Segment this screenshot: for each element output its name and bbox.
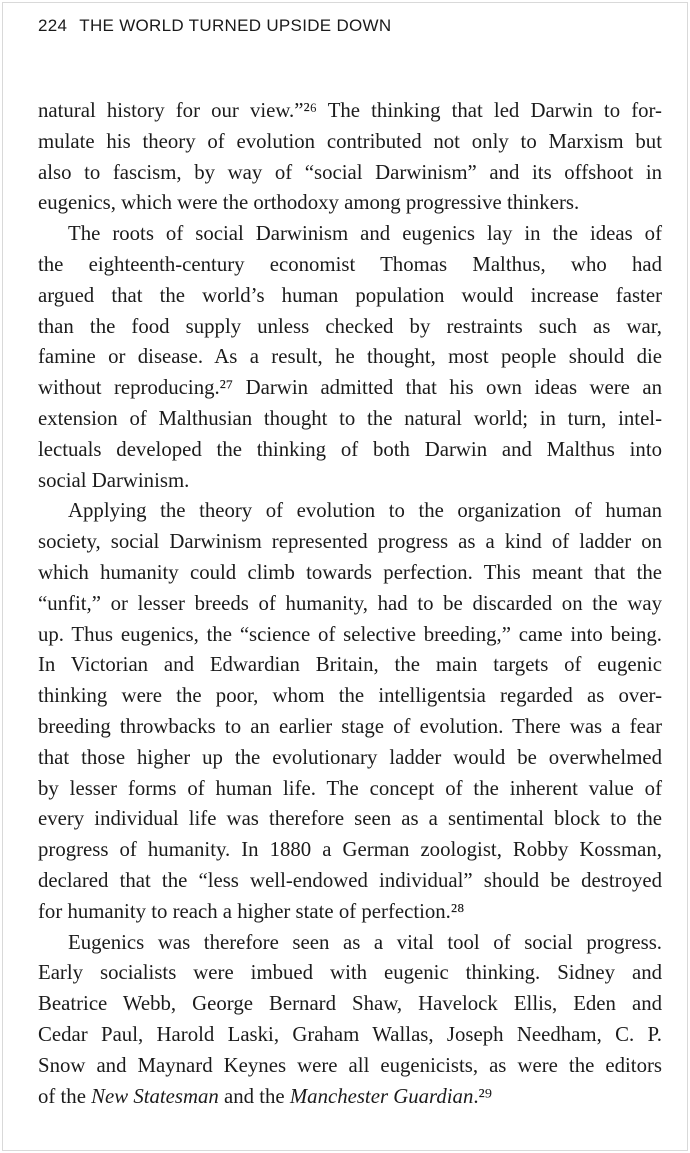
text-line: “unfit,” or lesser breeds of humanity, had to be discarded on the way xyxy=(38,591,662,615)
text-line: Beatrice Webb, George Bernard Shaw, Havelock Ellis, Eden and xyxy=(38,992,662,1016)
text-line: up. Thus eugenics, the “science of selective breeding,” came into being. xyxy=(38,622,662,646)
running-head xyxy=(38,16,668,36)
publication-title: New Statesman xyxy=(91,1084,219,1108)
text-line: lectuals developed the thinking of both Darwin and Malthus into xyxy=(38,437,662,461)
text-line: argued that the world’s human population would increase faster xyxy=(38,283,662,307)
text-line: for humanity to reach a higher state of perfection.²⁸ xyxy=(38,899,465,923)
text-line: the eighteenth-century economist Thomas Malthus, who had xyxy=(38,252,662,276)
text-line: society, social Darwinism represented progress as a kind of ladder on xyxy=(38,530,662,554)
text-line: Cedar Paul, Harold Laski, Graham Wallas, Joseph Needham, C. P. xyxy=(38,1022,662,1046)
text-line: Eugenics was therefore seen as a vital tool of social progress. xyxy=(68,930,662,954)
text-line: Snow and Maynard Keynes were all eugenicists, as were the editors xyxy=(38,1053,662,1077)
text-line: declared that the “less well-endowed individual” should be destroyed xyxy=(38,868,662,892)
text-line: than the food supply unless checked by restraints such as war, xyxy=(38,314,662,338)
text-fragment: and the xyxy=(218,1084,290,1108)
text-line: progress of humanity. In 1880 a German zoologist, Robby Kossman, xyxy=(38,838,662,862)
text-line: eugenics, which were the orthodoxy among progressive thinkers. xyxy=(38,191,580,215)
text-line: natural history for our view.”²⁶ The thinking that led Darwin to for- xyxy=(38,99,662,122)
text-line: which humanity could climb towards perfection. This meant that the xyxy=(38,560,662,584)
text-line: mulate his theory of evolution contributed not only to Marxism but xyxy=(38,129,662,153)
text-line: extension of Malthusian thought to the natural world; in turn, intel- xyxy=(38,406,662,430)
text-fragment: of the xyxy=(38,1084,92,1108)
text-line: every individual life was therefore seen as a sentimental block to the xyxy=(38,807,662,831)
text-line: social Darwinism. xyxy=(38,468,190,492)
running-title: THE WORLD TURNED UPSIDE DOWN xyxy=(79,16,392,35)
text-line: Early socialists were imbued with eugenic thinking. Sidney and xyxy=(38,961,662,985)
text-fragment: .²⁹ xyxy=(473,1084,493,1108)
text-line: thinking were the poor, whom the intelligentsia regarded as over- xyxy=(38,684,662,708)
body-text xyxy=(38,96,662,1112)
text-line: by lesser forms of human life. The concept of the inherent value of xyxy=(38,776,662,800)
page-number: 224 xyxy=(38,16,68,35)
text-line: without reproducing.²⁷ Darwin admitted that his own ideas were an xyxy=(38,376,662,400)
publication-title: Manchester Guardian xyxy=(289,1084,474,1108)
text-line: famine or disease. As a result, he thought, most people should die xyxy=(38,345,662,369)
text-line: In Victorian and Edwardian Britain, the main targets of eugenic xyxy=(38,653,662,677)
text-line: The roots of social Darwinism and eugenics lay in the ideas of xyxy=(68,222,662,246)
text-line: also to fascism, by way of “social Darwinism” and its offshoot in xyxy=(38,160,662,184)
text-line: that those higher up the evolutionary ladder would be overwhelmed xyxy=(38,745,662,769)
text-line: breeding throwbacks to an earlier stage of evolution. There was a fear xyxy=(38,714,662,738)
text-line-final xyxy=(38,1082,662,1113)
text-line: Applying the theory of evolution to the organization of human xyxy=(68,499,662,523)
